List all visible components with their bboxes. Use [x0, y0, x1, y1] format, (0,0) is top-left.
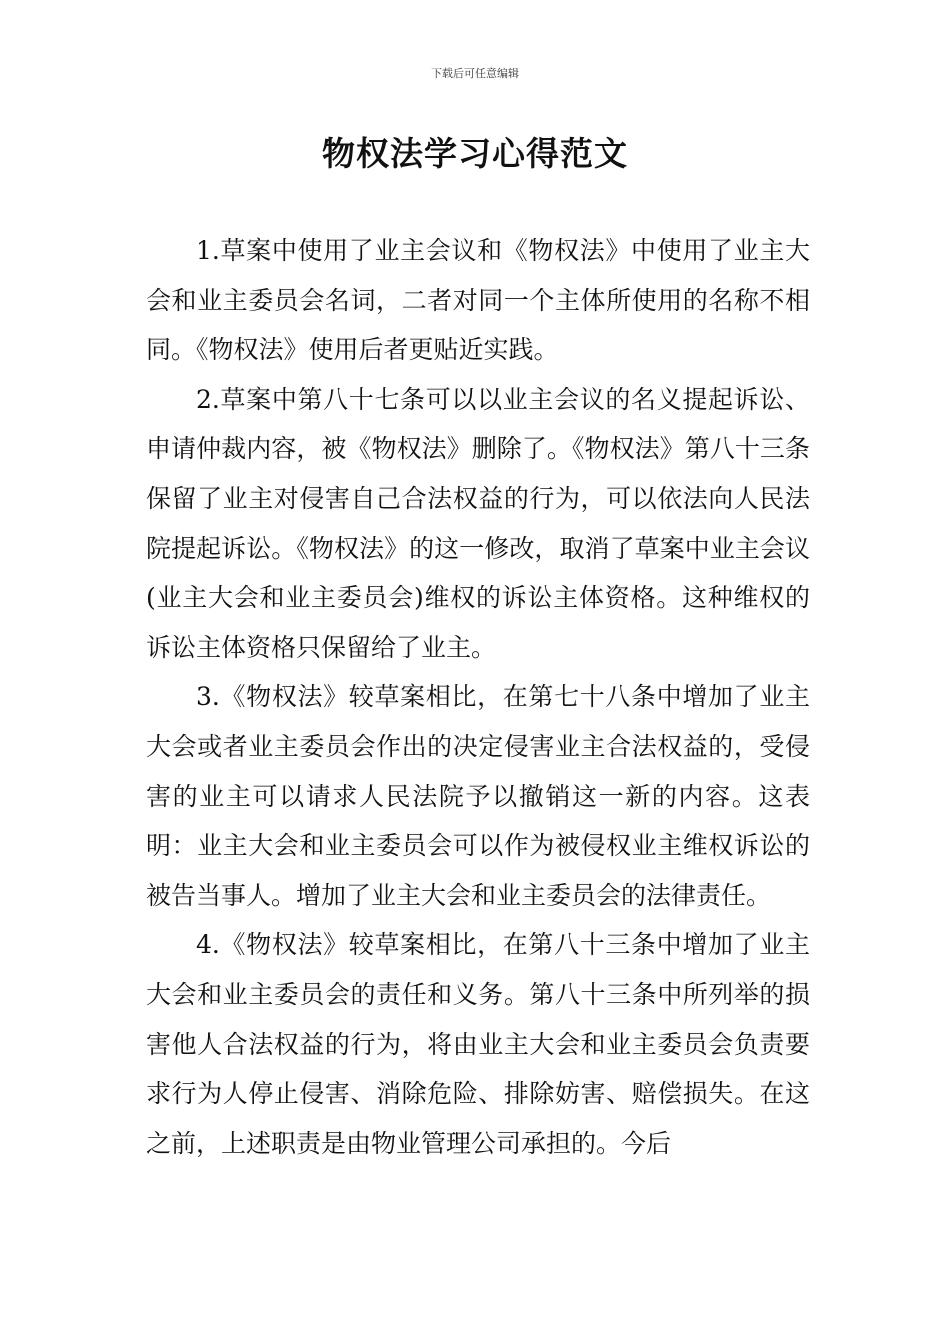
- paragraph-4: 4.《物权法》较草案相比，在第八十三条中增加了业主大会和业主委员会的责任和义务。第八十三条中所列举的损害他人合法权益的行为，将由业主大会和业主委员会负责要求行为人停止侵害、消除危险、排除妨害、赔偿损失。在这之前，上述职责是由物业管理公司承担的。今后: [146, 930, 810, 1158]
- paragraph-3: 3.《物权法》较草案相比，在第七十八条中增加了业主大会或者业主委员会作出的决定侵害业主合法权益的，受侵害的业主可以请求人民法院予以撤销这一新的内容。这表明：业主大会和业主委员会可以作为被侵权业主维权诉讼的被告当事人。增加了业主大会和业主委员会的法律责任。: [146, 682, 810, 910]
- header-note: 下载后可任意编辑: [431, 67, 519, 80]
- paragraph-1: 1.草案中使用了业主会议和《物权法》中使用了业主大会和业主委员会名词，二者对同一个主体所使用的名称不相同。《物权法》使用后者更贴近实践。: [146, 236, 810, 365]
- document-title: 物权法学习心得范文: [322, 134, 628, 173]
- document-body: [146, 226, 810, 1168]
- paragraph-2: 2.草案中第八十七条可以以业主会议的名义提起诉讼、申请仲裁内容，被《物权法》删除了。《物权法》第八十三条保留了业主对侵害自己合法权益的行为，可以依法向人民法院提起诉讼。《物权法》的这一修改，取消了草案中业主会议(业主大会和业主委员会)维权的诉讼主体资格。这种维权的诉讼主体资格只保留给了业主。: [146, 384, 810, 662]
